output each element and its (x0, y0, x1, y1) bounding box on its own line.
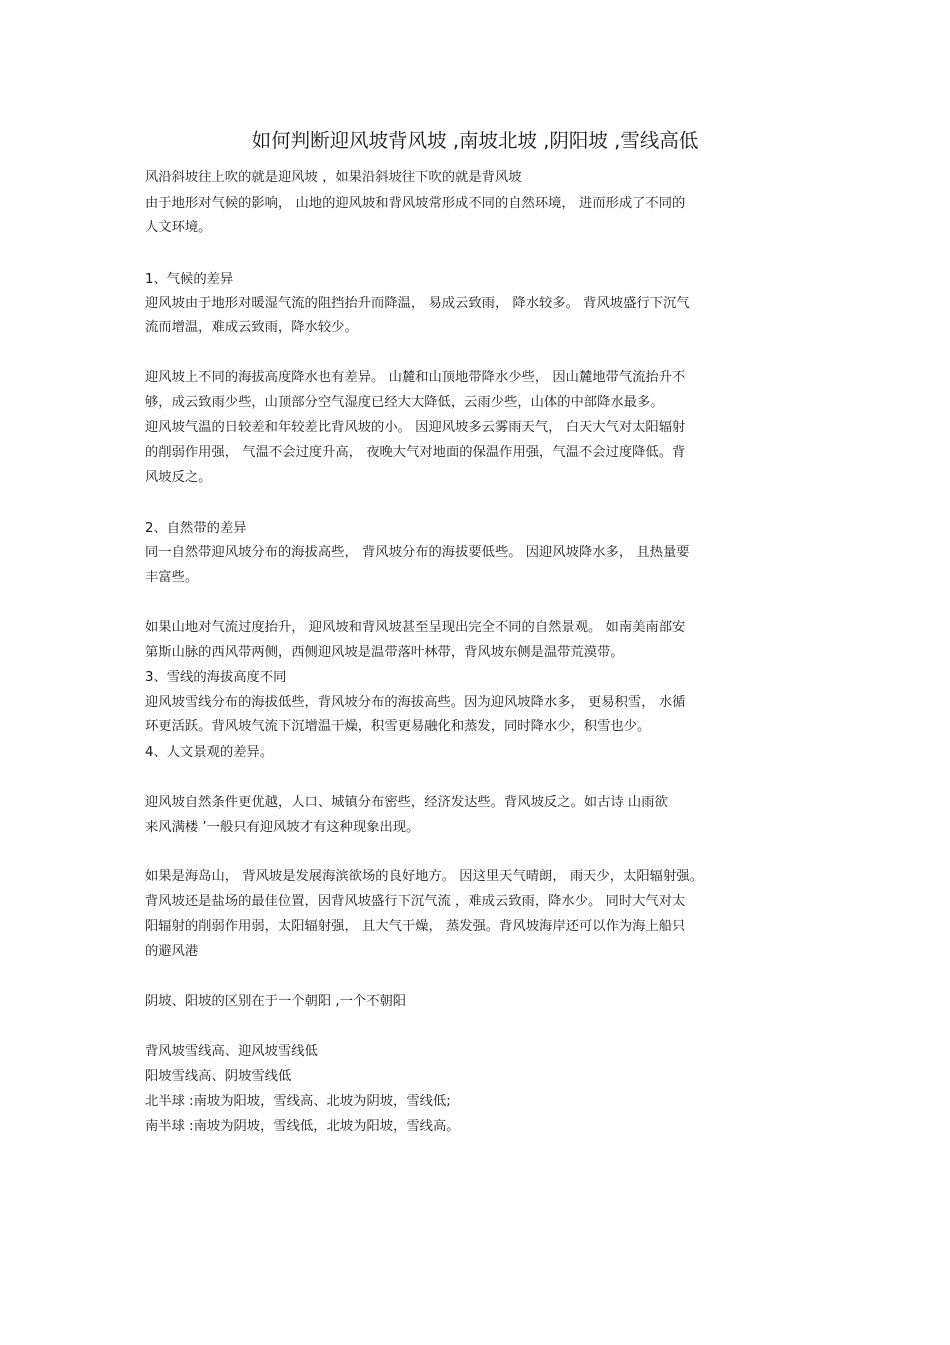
text-line: 迎风坡雪线分布的海拔低些，背风坡分布的海拔高些。因为迎风坡降水多， 更易积雪， 水循 (145, 695, 686, 710)
text-line: 迎风坡气温的日较差和年较差比背风坡的小。 因迎风坡多云雾雨天气， 白天大气对太阳辐射 (145, 420, 686, 435)
text-line: 南半球 :南坡为阴坡，雪线低，北坡为阳坡，雪线高。 (145, 1119, 460, 1134)
text-line: 由于地形对气候的影响， 山地的迎风坡和背风坡常形成不同的自然环境， 进而形成了不同的 (145, 196, 686, 211)
text-line: 够，成云致雨少些，山顶部分空气湿度已经大大降低，云雨少些，山体的中部降水最多。 (145, 395, 664, 410)
text-line: 人文环境。 (145, 220, 212, 235)
text-line: 丰富些。 (145, 570, 199, 585)
text-line: 风沿斜坡往上吹的就是迎风坡 ，如果沿斜坡往下吹的就是背风坡 (145, 170, 522, 185)
text-line: 流而增温，难成云致雨，降水较少。 (145, 320, 358, 335)
text-line: 迎风坡上不同的海拔高度降水也有差异。 山麓和山顶地带降水少些， 因山麓地带气流抬升不 (145, 370, 686, 385)
section-heading: 3、雪线的海拔高度不同 (145, 670, 287, 685)
text-line: 背风坡还是盐场的最佳位置，因背风坡盛行下沉气流 ，难成云致雨，降水少。 同时大气对太 (145, 894, 686, 909)
text-line: 第斯山脉的西风带两侧，西侧迎风坡是温带落叶林带，背风坡东侧是温带荒漠带。 (145, 645, 624, 660)
section-heading: 4、人文景观的差异。 (145, 745, 274, 760)
text-line: 的避风港 (145, 944, 199, 959)
section-heading: 1、气候的差异 (145, 272, 234, 287)
text-line: 阳辐射的削弱作用弱，太阳辐射强， 且大气干燥， 蒸发强。背风坡海岸还可以作为海上船只 (145, 919, 686, 934)
text-line: 迎风坡由于地形对暖湿气流的阻挡抬升而降温， 易成云致雨， 降水较多。 背风坡盛行下沉气 (145, 296, 690, 311)
text-line: 北半球 :南坡为阳坡，雪线高、北坡为阴坡，雪线低; (145, 1094, 451, 1109)
section-heading: 2、自然带的差异 (145, 521, 247, 536)
text-line: 迎风坡自然条件更优越，人口、城镇分布密些，经济发达些。背风坡反之。如古诗 山雨欲 (145, 795, 668, 810)
text-line: 背风坡雪线高、迎风坡雪线低 (145, 1044, 318, 1059)
text-line: 环更活跃。背风坡气流下沉增温干燥，积雪更易融化和蒸发，同时降水少，积雪也少。 (145, 719, 651, 734)
text-line: 阳坡雪线高、阴坡雪线低 (145, 1069, 292, 1084)
document-title: 如何判断迎风坡背风坡 ,南坡北坡 ,阴阳坡 ,雪线高低 (251, 129, 699, 152)
text-line: 阴坡、阳坡的区别在于一个朝阳 ,一个不朝阳 (145, 994, 407, 1009)
text-line: 的削弱作用强， 气温不会过度升高， 夜晚大气对地面的保温作用强，气温不会过度降低。背 (145, 445, 686, 460)
text-line: 同一自然带迎风坡分布的海拔高些， 背风坡分布的海拔要低些。 因迎风坡降水多， 且热量要 (145, 545, 690, 560)
text-line: 风坡反之。 (145, 470, 212, 485)
text-line: 如果山地对气流过度抬升， 迎风坡和背风坡甚至呈现出完全不同的自然景观。 如南美南部安 (145, 620, 686, 635)
text-line: 如果是海岛山， 背风坡是发展海滨欲场的良好地方。 因这里天气晴朗， 雨天少，太阳辐射强。 (145, 869, 703, 884)
text-line: 来风满楼 ’一般只有迎风坡才有这种现象出现。 (145, 820, 420, 835)
